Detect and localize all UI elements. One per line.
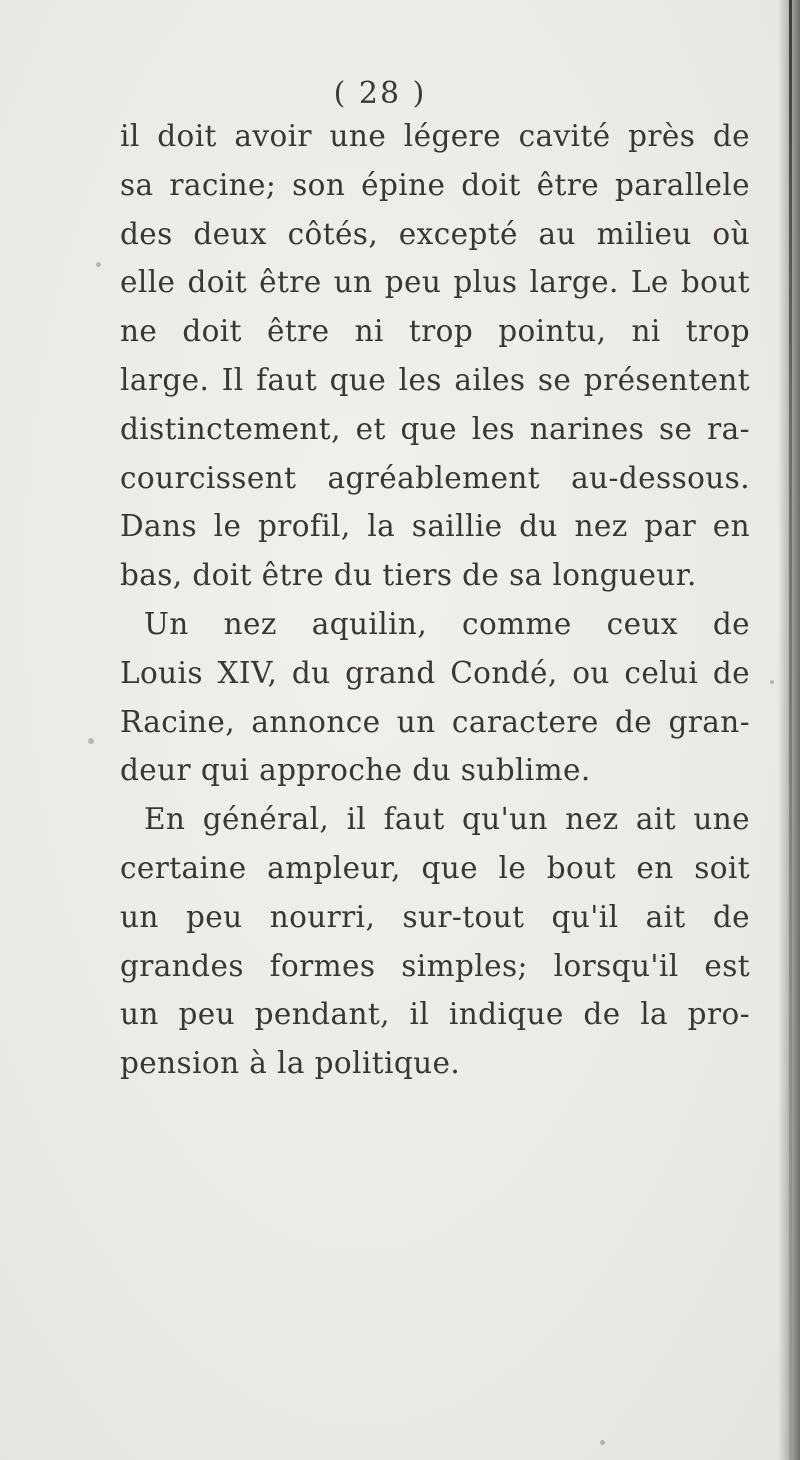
text-line: pension à la politique. bbox=[120, 1046, 461, 1081]
text-line: Un nez aquilin, comme ceux de bbox=[144, 606, 750, 641]
text-line: un peu nourri, sur-tout qu'il ait de bbox=[120, 899, 750, 934]
text-line: Louis XIV, du grand Condé, ou celui de bbox=[120, 655, 750, 690]
text-line: large. Il faut que les ailes se présentent bbox=[120, 362, 750, 397]
paper-speck bbox=[600, 1440, 605, 1445]
page-number: ( 28 ) bbox=[333, 76, 427, 111]
text-line: elle doit être un peu plus large. Le bout bbox=[120, 265, 750, 300]
text-line: grandes formes simples; lorsqu'il est bbox=[120, 948, 750, 983]
text-line: deur qui approche du sublime. bbox=[120, 753, 591, 788]
paper-speck bbox=[770, 680, 774, 684]
text-line: Dans le profil, la saillie du nez par en bbox=[120, 509, 750, 544]
text-line: courcissent agréablement au-dessous. bbox=[120, 460, 750, 495]
text-line: ne doit être ni trop pointu, ni trop bbox=[120, 314, 750, 349]
text-line: bas, doit être du tiers de sa longueur. bbox=[120, 558, 697, 593]
binding-edge bbox=[789, 0, 792, 1460]
text-line: il doit avoir une légere cavité près de bbox=[120, 119, 750, 153]
text-line: un peu pendant, il indique de la pro- bbox=[120, 997, 750, 1032]
paper-speck bbox=[88, 738, 94, 744]
text-line: En général, il faut qu'un nez ait une bbox=[144, 802, 750, 837]
paper-speck bbox=[96, 262, 101, 267]
text-line: Racine, annonce un caractere de gran- bbox=[120, 704, 750, 739]
text-line: des deux côtés, excepté au milieu où bbox=[120, 216, 750, 251]
text-line: sa racine; son épine doit être parallele bbox=[120, 167, 750, 202]
text-line: distinctement, et que les narines se ra- bbox=[120, 411, 750, 446]
text-line: certaine ampleur, que le bout en soit bbox=[120, 850, 750, 885]
body-text bbox=[120, 112, 750, 1088]
